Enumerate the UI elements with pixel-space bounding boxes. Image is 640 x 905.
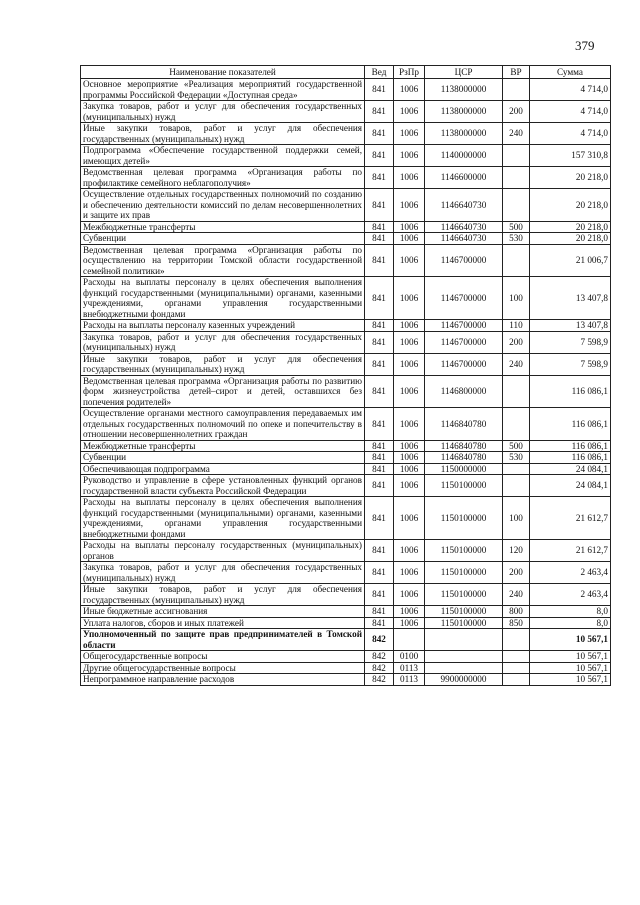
row-csr: 1146800000 <box>425 375 503 408</box>
row-rzpr: 1006 <box>394 221 425 233</box>
row-rzpr <box>394 629 425 651</box>
table-row <box>81 167 611 189</box>
row-ved: 841 <box>365 375 394 408</box>
row-ved: 841 <box>365 221 394 233</box>
row-ved: 841 <box>365 123 394 145</box>
row-name: Расходы на выплаты персоналу государственных (муниципальных) органов <box>81 540 365 562</box>
row-ved: 842 <box>365 674 394 686</box>
row-name: Ведомственная целевая программа «Организация работы по осуществлению на территории Томской области государственной семейной политики» <box>81 244 365 277</box>
header-vr: ВР <box>503 66 530 79</box>
row-rzpr: 1006 <box>394 497 425 540</box>
row-csr <box>425 651 503 663</box>
row-ved: 842 <box>365 629 394 651</box>
row-vr: 800 <box>503 606 530 618</box>
row-vr: 200 <box>503 101 530 123</box>
row-csr: 9900000000 <box>425 674 503 686</box>
row-rzpr: 1006 <box>394 189 425 222</box>
row-vr: 530 <box>503 452 530 464</box>
row-sum: 7 598,9 <box>530 331 611 353</box>
row-csr: 1146700000 <box>425 353 503 375</box>
row-name: Осуществление органами местного самоуправления передаваемых им отдельных государственных полномочий по опеке и попечительству в отношении несовершеннолетних граждан <box>81 408 365 441</box>
row-name: Межбюджетные трансферты <box>81 440 365 452</box>
table-row <box>81 562 611 584</box>
row-sum: 20 218,0 <box>530 167 611 189</box>
row-vr: 120 <box>503 540 530 562</box>
row-rzpr: 0100 <box>394 651 425 663</box>
row-vr: 200 <box>503 331 530 353</box>
row-sum: 24 084,1 <box>530 475 611 497</box>
row-rzpr: 1006 <box>394 375 425 408</box>
row-csr: 1146840780 <box>425 408 503 441</box>
row-name: Расходы на выплаты персоналу в целях обеспечения выполнения функций государственными (муниципальными) органами, казенными учреждениями, органами управления государственными внебюджетными фондами <box>81 277 365 320</box>
row-rzpr: 0113 <box>394 662 425 674</box>
row-name: Подпрограмма «Обеспечение государственной поддержки семей, имеющих детей» <box>81 145 365 167</box>
row-name: Расходы на выплаты персоналу казенных учреждений <box>81 320 365 332</box>
row-vr: 100 <box>503 277 530 320</box>
row-csr: 1146700000 <box>425 331 503 353</box>
table-row <box>81 353 611 375</box>
row-csr: 1150100000 <box>425 475 503 497</box>
row-csr: 1138000000 <box>425 101 503 123</box>
row-sum: 24 084,1 <box>530 463 611 475</box>
row-csr: 1150100000 <box>425 497 503 540</box>
row-rzpr: 1006 <box>394 475 425 497</box>
row-sum: 8,0 <box>530 606 611 618</box>
row-name: Иные бюджетные ассигнования <box>81 606 365 618</box>
table-row <box>81 244 611 277</box>
row-name: Иные закупки товаров, работ и услуг для обеспечения государственных (муниципальных) нужд <box>81 123 365 145</box>
row-name: Непрограммное направление расходов <box>81 674 365 686</box>
row-rzpr: 1006 <box>394 123 425 145</box>
row-vr: 530 <box>503 233 530 245</box>
row-ved: 841 <box>365 463 394 475</box>
table-row <box>81 651 611 663</box>
row-csr: 1150000000 <box>425 463 503 475</box>
table-body <box>81 79 611 686</box>
row-name: Другие общегосударственные вопросы <box>81 662 365 674</box>
row-vr <box>503 189 530 222</box>
header-ved: Вед <box>365 66 394 79</box>
row-csr: 1138000000 <box>425 123 503 145</box>
header-sum: Сумма <box>530 66 611 79</box>
table-row <box>81 606 611 618</box>
row-sum: 10 567,1 <box>530 629 611 651</box>
row-sum: 116 086,1 <box>530 375 611 408</box>
row-csr: 1150100000 <box>425 540 503 562</box>
row-vr <box>503 475 530 497</box>
row-csr: 1150100000 <box>425 562 503 584</box>
row-vr <box>503 79 530 101</box>
row-vr <box>503 408 530 441</box>
row-vr: 240 <box>503 584 530 606</box>
row-sum: 10 567,1 <box>530 651 611 663</box>
row-rzpr: 1006 <box>394 562 425 584</box>
row-rzpr: 1006 <box>394 540 425 562</box>
row-rzpr: 1006 <box>394 463 425 475</box>
row-ved: 841 <box>365 452 394 464</box>
row-csr: 1146700000 <box>425 244 503 277</box>
row-csr: 1146640730 <box>425 233 503 245</box>
row-ved: 841 <box>365 145 394 167</box>
row-sum: 8,0 <box>530 617 611 629</box>
row-rzpr: 0113 <box>394 674 425 686</box>
row-csr: 1146700000 <box>425 320 503 332</box>
row-name: Основное мероприятие «Реализация мероприятий государственной программы Российской Федерации «Доступная среда» <box>81 79 365 101</box>
table-row <box>81 331 611 353</box>
row-sum: 116 086,1 <box>530 440 611 452</box>
table-row <box>81 145 611 167</box>
row-name: Уплата налогов, сборов и иных платежей <box>81 617 365 629</box>
row-name: Уполномоченный по защите прав предпринимателей в Томской области <box>81 629 365 651</box>
row-sum: 4 714,0 <box>530 101 611 123</box>
row-sum: 116 086,1 <box>530 452 611 464</box>
row-csr: 1150100000 <box>425 606 503 618</box>
table-row <box>81 463 611 475</box>
row-sum: 20 218,0 <box>530 221 611 233</box>
row-vr <box>503 167 530 189</box>
table-row <box>81 101 611 123</box>
row-name: Межбюджетные трансферты <box>81 221 365 233</box>
row-vr: 500 <box>503 221 530 233</box>
table-row <box>81 452 611 464</box>
table-row <box>81 629 611 651</box>
row-ved: 841 <box>365 167 394 189</box>
row-rzpr: 1006 <box>394 167 425 189</box>
row-vr: 240 <box>503 353 530 375</box>
row-name: Ведомственная целевая программа «Организация работы по развитию форм жизнеустройства детей–сирот и детей, оставшихся без попечения родителей» <box>81 375 365 408</box>
row-vr <box>503 375 530 408</box>
row-name: Руководство и управление в сфере установленных функций органов государственной власти субъекта Российской Федерации <box>81 475 365 497</box>
table-header-row <box>81 66 611 79</box>
row-name: Закупка товаров, работ и услуг для обеспечения государственных (муниципальных) нужд <box>81 331 365 353</box>
row-ved: 841 <box>365 233 394 245</box>
row-ved: 841 <box>365 331 394 353</box>
row-csr: 1146840780 <box>425 440 503 452</box>
row-name: Общегосударственные вопросы <box>81 651 365 663</box>
row-name: Осуществление отдельных государственных полномочий по созданию и обеспечению деятельности комиссий по делам несовершеннолетних и защите их прав <box>81 189 365 222</box>
row-sum: 10 567,1 <box>530 662 611 674</box>
row-ved: 841 <box>365 353 394 375</box>
row-ved: 841 <box>365 440 394 452</box>
row-vr <box>503 629 530 651</box>
page-number: 379 <box>575 38 595 53</box>
row-name: Обеспечивающая подпрограмма <box>81 463 365 475</box>
row-rzpr: 1006 <box>394 233 425 245</box>
row-vr <box>503 662 530 674</box>
row-name: Субвенции <box>81 233 365 245</box>
row-ved: 841 <box>365 584 394 606</box>
row-rzpr: 1006 <box>394 440 425 452</box>
row-rzpr: 1006 <box>394 353 425 375</box>
row-csr: 1138000000 <box>425 79 503 101</box>
row-rzpr: 1006 <box>394 320 425 332</box>
table-row <box>81 497 611 540</box>
table-row <box>81 475 611 497</box>
row-sum: 2 463,4 <box>530 562 611 584</box>
row-rzpr: 1006 <box>394 145 425 167</box>
table-row <box>81 662 611 674</box>
table-row <box>81 584 611 606</box>
row-csr <box>425 662 503 674</box>
table-row <box>81 233 611 245</box>
row-vr: 850 <box>503 617 530 629</box>
table-row <box>81 617 611 629</box>
row-sum: 7 598,9 <box>530 353 611 375</box>
row-ved: 841 <box>365 497 394 540</box>
row-ved: 841 <box>365 475 394 497</box>
row-ved: 841 <box>365 277 394 320</box>
row-ved: 841 <box>365 244 394 277</box>
row-name: Закупка товаров, работ и услуг для обеспечения государственных (муниципальных) нужд <box>81 562 365 584</box>
table-row <box>81 320 611 332</box>
table-row <box>81 189 611 222</box>
row-name: Иные закупки товаров, работ и услуг для обеспечения государственных (муниципальных) нужд <box>81 353 365 375</box>
row-vr <box>503 651 530 663</box>
row-rzpr: 1006 <box>394 101 425 123</box>
row-csr: 1146640730 <box>425 221 503 233</box>
row-rzpr: 1006 <box>394 408 425 441</box>
table-row <box>81 277 611 320</box>
row-sum: 20 218,0 <box>530 233 611 245</box>
row-name: Ведомственная целевая программа «Организация работы по профилактике семейного неблагополучия» <box>81 167 365 189</box>
row-rzpr: 1006 <box>394 606 425 618</box>
row-vr: 500 <box>503 440 530 452</box>
header-name: Наименование показателей <box>81 66 365 79</box>
row-ved: 842 <box>365 651 394 663</box>
row-name: Субвенции <box>81 452 365 464</box>
header-rzpr: РзПр <box>394 66 425 79</box>
row-ved: 841 <box>365 606 394 618</box>
row-vr: 110 <box>503 320 530 332</box>
row-vr <box>503 674 530 686</box>
row-sum: 13 407,8 <box>530 277 611 320</box>
row-vr <box>503 244 530 277</box>
row-ved: 841 <box>365 562 394 584</box>
row-ved: 841 <box>365 617 394 629</box>
row-csr: 1150100000 <box>425 617 503 629</box>
row-rzpr: 1006 <box>394 331 425 353</box>
row-sum: 21 612,7 <box>530 540 611 562</box>
row-sum: 157 310,8 <box>530 145 611 167</box>
row-ved: 841 <box>365 189 394 222</box>
row-ved: 841 <box>365 408 394 441</box>
row-sum: 20 218,0 <box>530 189 611 222</box>
row-sum: 13 407,8 <box>530 320 611 332</box>
row-vr: 100 <box>503 497 530 540</box>
row-sum: 4 714,0 <box>530 123 611 145</box>
row-name: Закупка товаров, работ и услуг для обеспечения государственных (муниципальных) нужд <box>81 101 365 123</box>
row-vr: 200 <box>503 562 530 584</box>
row-rzpr: 1006 <box>394 277 425 320</box>
row-vr <box>503 145 530 167</box>
row-rzpr: 1006 <box>394 452 425 464</box>
table-row <box>81 408 611 441</box>
row-csr: 1140000000 <box>425 145 503 167</box>
row-ved: 841 <box>365 540 394 562</box>
row-csr: 1146840780 <box>425 452 503 464</box>
row-rzpr: 1006 <box>394 584 425 606</box>
row-rzpr: 1006 <box>394 244 425 277</box>
row-sum: 21 612,7 <box>530 497 611 540</box>
row-csr: 1150100000 <box>425 584 503 606</box>
table-row <box>81 79 611 101</box>
row-csr: 1146700000 <box>425 277 503 320</box>
table-row <box>81 674 611 686</box>
table-row <box>81 123 611 145</box>
table-row <box>81 440 611 452</box>
row-csr: 1146600000 <box>425 167 503 189</box>
table-row <box>81 540 611 562</box>
row-ved: 841 <box>365 101 394 123</box>
row-vr <box>503 463 530 475</box>
budget-table <box>80 65 611 686</box>
row-sum: 116 086,1 <box>530 408 611 441</box>
table-row <box>81 221 611 233</box>
row-vr: 240 <box>503 123 530 145</box>
table-row <box>81 375 611 408</box>
row-ved: 842 <box>365 662 394 674</box>
header-csr: ЦСР <box>425 66 503 79</box>
row-ved: 841 <box>365 320 394 332</box>
row-sum: 2 463,4 <box>530 584 611 606</box>
row-csr: 1146640730 <box>425 189 503 222</box>
row-ved: 841 <box>365 79 394 101</box>
row-rzpr: 1006 <box>394 79 425 101</box>
row-csr <box>425 629 503 651</box>
row-rzpr: 1006 <box>394 617 425 629</box>
row-sum: 4 714,0 <box>530 79 611 101</box>
row-sum: 21 006,7 <box>530 244 611 277</box>
row-sum: 10 567,1 <box>530 674 611 686</box>
row-name: Расходы на выплаты персоналу в целях обеспечения выполнения функций государственными (муниципальными) органами, казенными учреждениями, органами управления государственными внебюджетными фондами <box>81 497 365 540</box>
row-name: Иные закупки товаров, работ и услуг для обеспечения государственных (муниципальных) нужд <box>81 584 365 606</box>
